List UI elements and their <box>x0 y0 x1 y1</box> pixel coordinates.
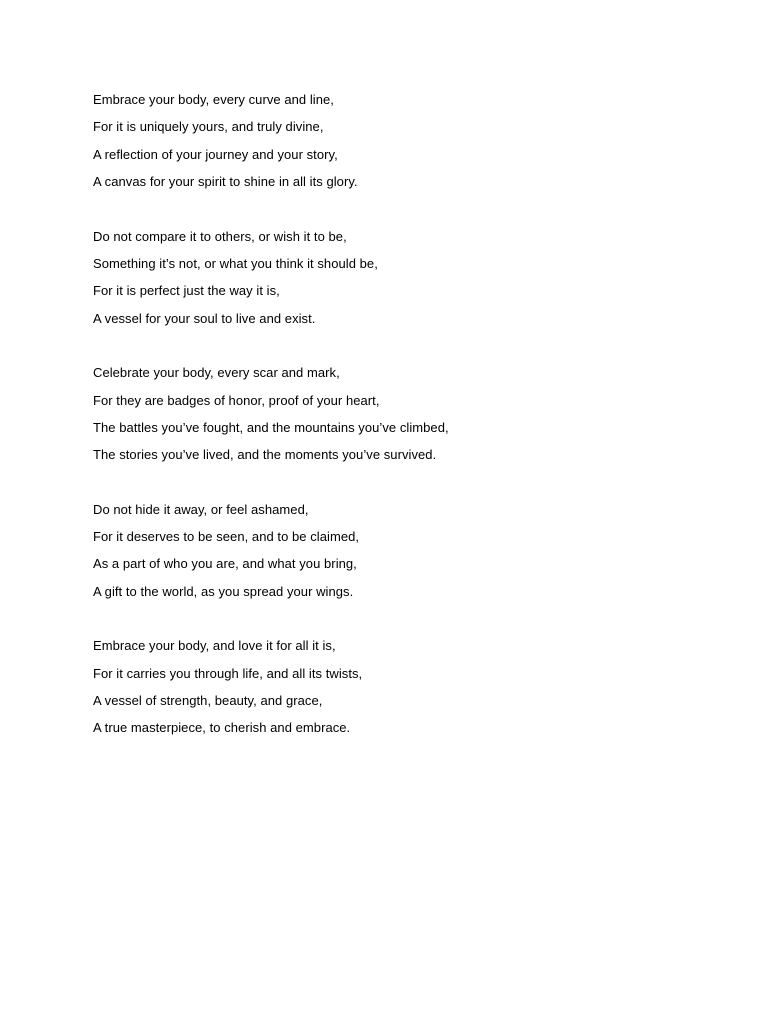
poem-line: Do not compare it to others, or wish it to be, <box>93 228 347 244</box>
poem-line: A vessel for your soul to live and exist. <box>93 310 316 326</box>
poem-line: For it is perfect just the way it is, <box>93 283 280 299</box>
poem-line: A gift to the world, as you spread your wings. <box>93 583 354 599</box>
poem-line: A canvas for your spirit to shine in all its glory. <box>93 174 358 190</box>
poem-line: For it deserves to be seen, and to be claimed, <box>93 529 360 545</box>
poem-line: A true masterpiece, to cherish and embrace. <box>93 720 351 736</box>
stanza-5 <box>93 632 693 742</box>
poem-line: Do not hide it away, or feel ashamed, <box>93 501 309 517</box>
poem-line: For it carries you through life, and all its twists, <box>93 665 363 681</box>
stanza-4 <box>93 496 693 606</box>
poem <box>93 86 693 769</box>
poem-line: Something it’s not, or what you think it should be, <box>93 255 378 271</box>
poem-line: A vessel of strength, beauty, and grace, <box>93 693 323 709</box>
poem-line: A reflection of your journey and your story, <box>93 146 338 162</box>
poem-line: For it is uniquely yours, and truly divine, <box>93 119 324 135</box>
poem-line: For they are badges of honor, proof of your heart, <box>93 392 380 408</box>
poem-line: Celebrate your body, every scar and mark, <box>93 365 340 381</box>
poem-line: The battles you’ve fought, and the mountains you’ve climbed, <box>93 419 449 435</box>
poem-line: Embrace your body, every curve and line, <box>93 92 334 107</box>
poem-line: Embrace your body, and love it for all it is, <box>93 638 336 654</box>
stanza-2 <box>93 223 693 333</box>
poem-line: The stories you’ve lived, and the moments you’ve survived. <box>93 447 437 463</box>
poem-line: As a part of who you are, and what you bring, <box>93 556 357 572</box>
stanza-3 <box>93 359 693 469</box>
stanza-1 <box>93 86 693 196</box>
